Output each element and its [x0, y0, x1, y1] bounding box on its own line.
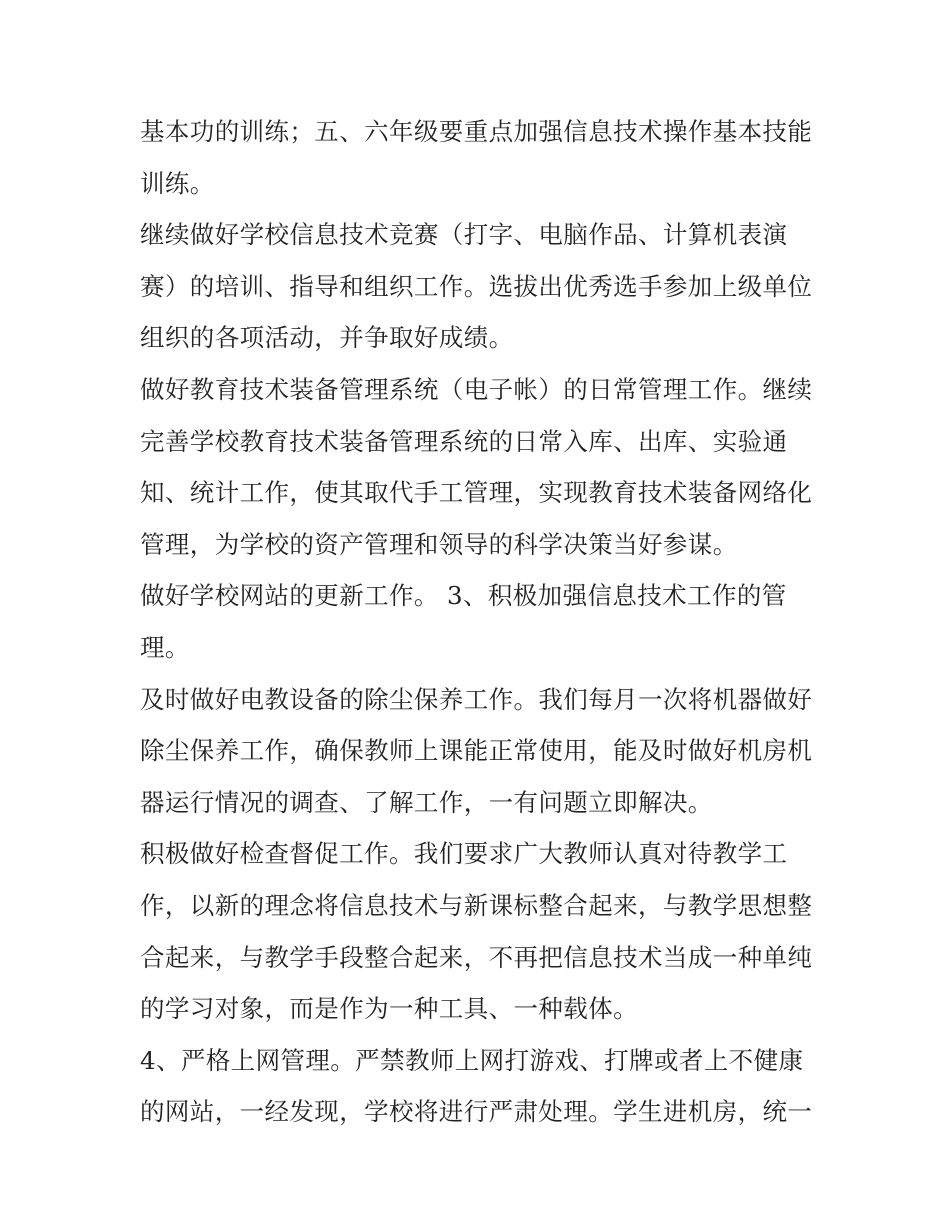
text-line: 作，以新的理念将信息技术与新课标整合起来，与教学思想整: [140, 890, 813, 920]
text-line: 做好学校网站的更新工作。 3、积极加强信息技术工作的管: [140, 581, 787, 611]
text-line: 除尘保养工作，确保教师上课能正常使用，能及时做好机房机: [140, 736, 813, 766]
text-line: 赛）的培训、指导和组织工作。选拔出优秀选手参加上级单位: [140, 271, 813, 301]
text-line: 基本功的训练；五、六年级要重点加强信息技术操作基本技能: [140, 117, 813, 146]
text-line: 的学习对象，而是作为一种工具、一种载体。: [140, 994, 638, 1024]
text-line: 积极做好检查督促工作。我们要求广大教师认真对待教学工: [140, 839, 788, 869]
text-line: 继续做好学校信息技术竞赛（打字、电脑作品、计算机表演: [140, 220, 788, 250]
text-line: 理。: [140, 632, 190, 662]
text-line: 的网站，一经发现，学校将进行严肃处理。学生进机房，统一: [140, 1097, 813, 1127]
text-line: 知、统计工作，使其取代手工管理，实现教育技术装备网络化: [140, 478, 813, 508]
text-line: 做好教育技术装备管理系统（电子帐）的日常管理工作。继续: [140, 374, 813, 404]
text-line: 组织的各项活动，并争取好成绩。: [140, 323, 514, 353]
text-line: 4、严格上网管理。严禁教师上网打游戏、打牌或者上不健康: [140, 1045, 804, 1075]
document-body: [140, 106, 820, 1138]
text-line: 器运行情况的调查、了解工作，一有问题立即解决。: [140, 787, 713, 817]
text-line: 完善学校教育技术装备管理系统的日常入库、出库、实验通: [140, 426, 788, 456]
text-line: 管理，为学校的资产管理和领导的科学决策当好参谋。: [140, 529, 738, 559]
text-line: 合起来，与教学手段整合起来，不再把信息技术当成一种单纯: [140, 942, 813, 972]
text-line: 及时做好电教设备的除尘保养工作。我们每月一次将机器做好: [140, 684, 813, 714]
text-line: 训练。: [140, 168, 215, 198]
